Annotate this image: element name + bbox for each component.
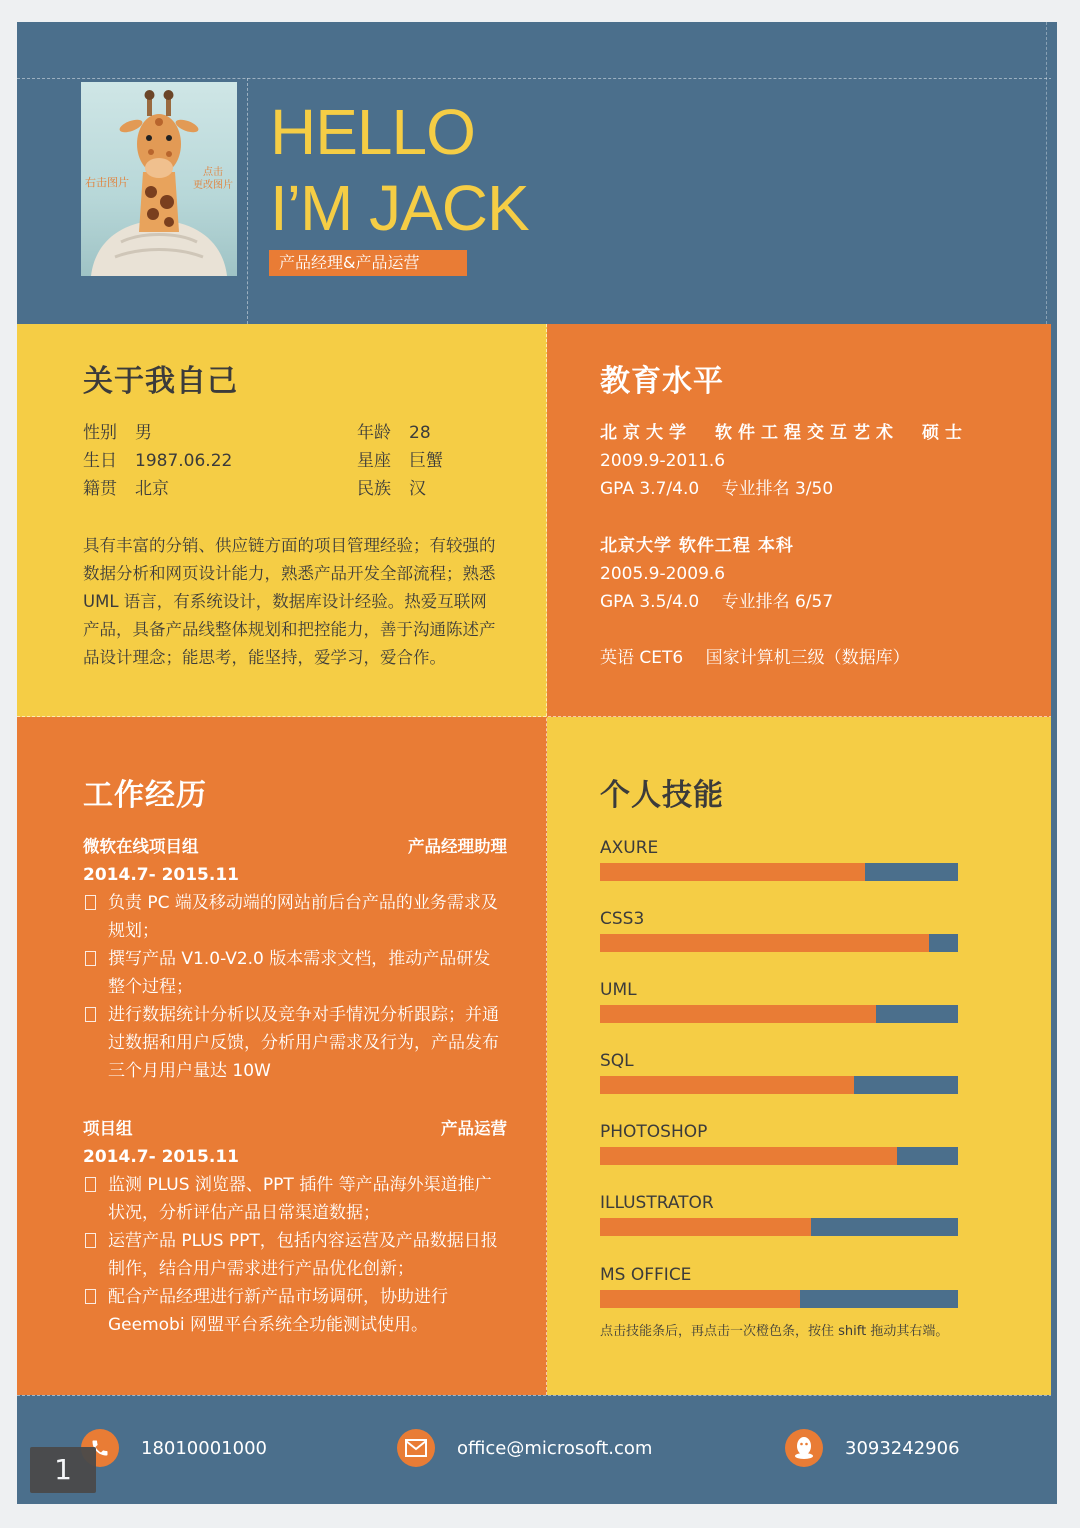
bullet-box-icon	[85, 1289, 96, 1304]
education-period: 2009.9-2011.6	[600, 451, 726, 471]
skill-bar-fill[interactable]	[600, 1218, 811, 1236]
education-gpa: GPA 3.7/4.0 专业排名 3/50	[600, 479, 834, 499]
field-zodiac: 星座 巨蟹	[357, 451, 443, 471]
work-item: 运营产品 PLUS PPT，包括内容运营及产品数据日报制作，结合用户需求进行产品优化创新；	[83, 1227, 507, 1283]
photo-hint-left: 右击图片	[85, 176, 129, 189]
skill-sql	[600, 1048, 958, 1094]
header-vertical-divider	[247, 78, 248, 324]
work-item: 监测 PLUS 浏览器、PPT 插件 等产品海外渠道推广状况，分析评估产品日常渠道数据；	[83, 1171, 507, 1227]
work-company: 微软在线项目组	[83, 837, 199, 856]
bullet-box-icon	[85, 895, 96, 910]
field-gender: 性别 男	[83, 423, 152, 443]
skill-bar[interactable]	[600, 863, 958, 881]
contact-qq	[785, 1429, 960, 1467]
field-ethnicity: 民族 汉	[357, 479, 426, 499]
bullet-box-icon	[85, 951, 96, 966]
photo-hint-right: 点击 更改图片	[193, 167, 233, 191]
skill-bar[interactable]	[600, 1290, 958, 1308]
skill-bar[interactable]	[600, 1147, 958, 1165]
skill-label: MS OFFICE	[600, 1265, 692, 1285]
skill-label: AXURE	[600, 838, 659, 858]
bullet-box-icon	[85, 1233, 96, 1248]
profile-photo[interactable]	[81, 82, 237, 276]
education-entry-1	[600, 419, 968, 503]
skill-css3	[600, 906, 958, 952]
skill-photoshop	[600, 1119, 958, 1165]
education-title: 教育水平	[600, 364, 724, 399]
skill-bar[interactable]	[600, 1005, 958, 1023]
skill-bar-fill[interactable]	[600, 1076, 854, 1094]
field-age: 年龄 28	[357, 423, 431, 443]
work-item: 配合产品经理进行新产品市场调研，协助进行 Geemobi 网盟平台系统全功能测试使用。	[83, 1283, 507, 1339]
work-title: 工作经历	[83, 778, 207, 813]
about-paragraph: 具有丰富的分销、供应链方面的项目管理经验；有较强的数据分析和网页设计能力，熟悉产品开发全部流程；熟悉 UML 语言，有系统设计，数据库设计经验。热爱互联网产品，具备产品线整体规划和把控能力，善于沟通陈述产品设计理念；能思考，能坚持，爱学习，爱合作。	[83, 536, 496, 667]
skills-note: 点击技能条后，再点击一次橙色条，按住 shift 拖动其右端。	[600, 1324, 949, 1339]
skill-bar-fill[interactable]	[600, 1290, 800, 1308]
section-vertical-divider	[546, 324, 547, 1395]
qq-penguin-icon	[785, 1429, 823, 1467]
resume-page	[17, 22, 1057, 1504]
education-school: 北京大学 软件工程交互艺术 硕士	[600, 423, 968, 443]
skill-label: UML	[600, 980, 637, 1000]
work-entry-1	[83, 833, 507, 1085]
work-period: 2014.7- 2015.11	[83, 865, 240, 885]
header-right-guide	[1046, 22, 1047, 324]
contact-footer	[17, 1395, 1057, 1504]
work-position: 产品运营	[441, 1119, 507, 1138]
email-address[interactable]: office@microsoft.com	[457, 1437, 653, 1459]
skill-bar-fill[interactable]	[600, 1147, 897, 1165]
header-section	[17, 22, 1057, 324]
greeting-line-2: I’M JACK	[270, 172, 529, 244]
skill-ms-office	[600, 1262, 958, 1308]
header-divider	[17, 78, 1057, 79]
skill-axure	[600, 835, 958, 881]
skill-label: PHOTOSHOP	[600, 1122, 708, 1142]
education-period: 2005.9-2009.6	[600, 564, 726, 584]
work-period: 2014.7- 2015.11	[83, 1147, 240, 1167]
bullet-box-icon	[85, 1007, 96, 1022]
field-hometown: 籍贯 北京	[83, 479, 169, 499]
skill-bar[interactable]	[600, 934, 958, 952]
work-entry-header	[83, 1115, 507, 1143]
section-horizontal-divider	[17, 716, 1057, 717]
skill-illustrator	[600, 1190, 958, 1236]
contact-email	[397, 1429, 652, 1467]
education-school: 北京大学 软件工程 本科	[600, 536, 794, 556]
work-item: 负责 PC 端及移动端的网站前后台产品的业务需求及规划；	[83, 889, 507, 945]
education-entry-2	[600, 532, 833, 616]
work-item: 进行数据统计分析以及竞争对手情况分析跟踪；并通过数据和用户反馈，分析用户需求及行为，产品发布三个月用户量达 10W	[83, 1001, 507, 1085]
work-position: 产品经理助理	[408, 837, 507, 856]
education-gpa: GPA 3.5/4.0 专业排名 6/57	[600, 592, 834, 612]
skill-label: CSS3	[600, 909, 645, 929]
work-item: 撰写产品 V1.0-V2.0 版本需求文档，推动产品研发整个过程；	[83, 945, 507, 1001]
skill-label: SQL	[600, 1051, 634, 1071]
skills-title: 个人技能	[600, 778, 724, 813]
field-birthday: 生日 1987.06.22	[83, 451, 233, 471]
mail-icon	[397, 1429, 435, 1467]
phone-number[interactable]: 18010001000	[141, 1437, 267, 1459]
skill-bar-fill[interactable]	[600, 934, 929, 952]
greeting-heading	[270, 94, 529, 246]
skill-bar-fill[interactable]	[600, 863, 865, 881]
skill-bar[interactable]	[600, 1218, 958, 1236]
skill-uml	[600, 977, 958, 1023]
qq-number[interactable]: 3093242906	[845, 1437, 960, 1459]
work-entry-header	[83, 833, 507, 861]
about-title: 关于我自己	[83, 364, 238, 399]
contact-phone	[81, 1429, 267, 1467]
work-entry-2	[83, 1115, 507, 1339]
page-right-edge	[1051, 22, 1057, 1504]
bullet-box-icon	[85, 1177, 96, 1192]
education-certificates: 英语 CET6 国家计算机三级（数据库）	[600, 648, 910, 668]
role-tag: 产品经理&产品运营	[269, 250, 467, 276]
footer-divider	[17, 1395, 1057, 1396]
greeting-line-1: HELLO	[270, 96, 475, 168]
page-number-badge: 1	[30, 1447, 96, 1493]
skill-bar[interactable]	[600, 1076, 958, 1094]
work-company: 项目组	[83, 1119, 133, 1138]
skill-label: ILLUSTRATOR	[600, 1193, 714, 1213]
skill-bar-fill[interactable]	[600, 1005, 876, 1023]
